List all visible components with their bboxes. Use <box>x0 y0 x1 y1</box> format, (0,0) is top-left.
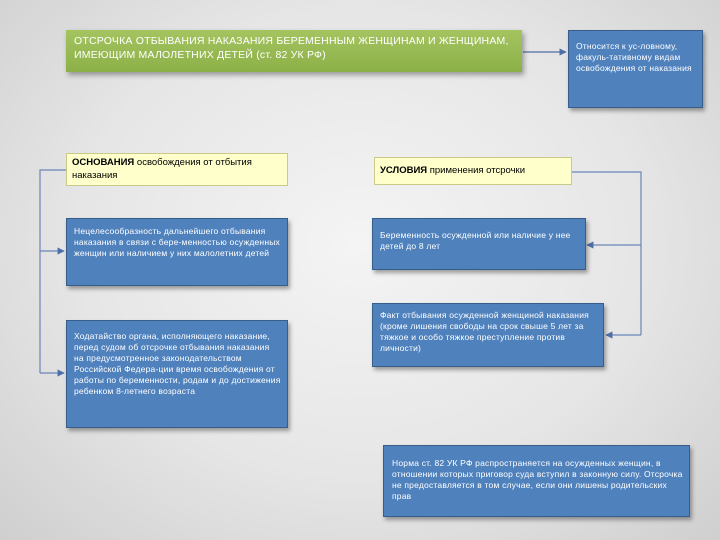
title-text: ОТСРОЧКА ОТБЫВАНИЯ НАКАЗАНИЯ БЕРЕМЕННЫМ ЖЕНЩИНАМ И ЖЕНЩИНАМ, ИМЕЮЩИМ МАЛОЛЕТНИХ ДЕТЕЙ (ст. 82 УК РФ) <box>74 35 509 61</box>
note-text: Относится к ус-ловному, факуль-тативному видам освобождения от наказания <box>576 41 692 74</box>
ground-item-2-text: Ходатайство органа, исполняющего наказание, перед судом об отсрочке отбывания наказания на предусмотренное законодательством Российской Федера-ции время освобождения от работы по беременности, родам и до достижения ребенком 8-летнего возраста <box>74 331 281 397</box>
condition-item-2 <box>372 303 604 367</box>
condition-item-1 <box>372 218 586 270</box>
grounds-header <box>66 153 288 186</box>
ground-item-1 <box>66 218 288 286</box>
title-box <box>66 30 522 72</box>
connector-grounds-bracket <box>40 170 66 373</box>
condition-item-1-text: Беременность осужденной или наличие у нее детей до 8 лет <box>380 230 571 252</box>
conditions-header-rest: применения отсрочки <box>427 164 526 176</box>
note-box <box>568 30 703 108</box>
condition-item-2-text: Факт отбывания осужденной женщиной наказания (кроме лишения свободы на срок свыше 5 лет за тяжкое и особо тяжкое преступление против личности) <box>380 310 589 354</box>
grounds-header-text <box>72 157 282 182</box>
conditions-header-text <box>380 165 525 177</box>
grounds-header-bold: ОСНОВАНИЯ <box>72 157 135 169</box>
ground-item-1-text: Нецелесообразность дальнейшего отбывания наказания в связи с бере-менностью осужденных женщин или наличием у них малолетних детей <box>74 226 280 259</box>
grounds-header-rest: освобождения от отбытия наказания <box>72 157 252 181</box>
conditions-header-bold: УСЛОВИЯ <box>380 164 428 176</box>
ground-item-2 <box>66 320 288 428</box>
conditions-header <box>374 157 572 185</box>
norm-box <box>383 445 690 517</box>
norm-text: Норма ст. 82 УК РФ распространяется на осужденных женщин, в отношении которых приговор суда вступил в законную силу. Отсрочка не предоставляется в том случае, если они лишены родительских прав <box>392 458 683 502</box>
